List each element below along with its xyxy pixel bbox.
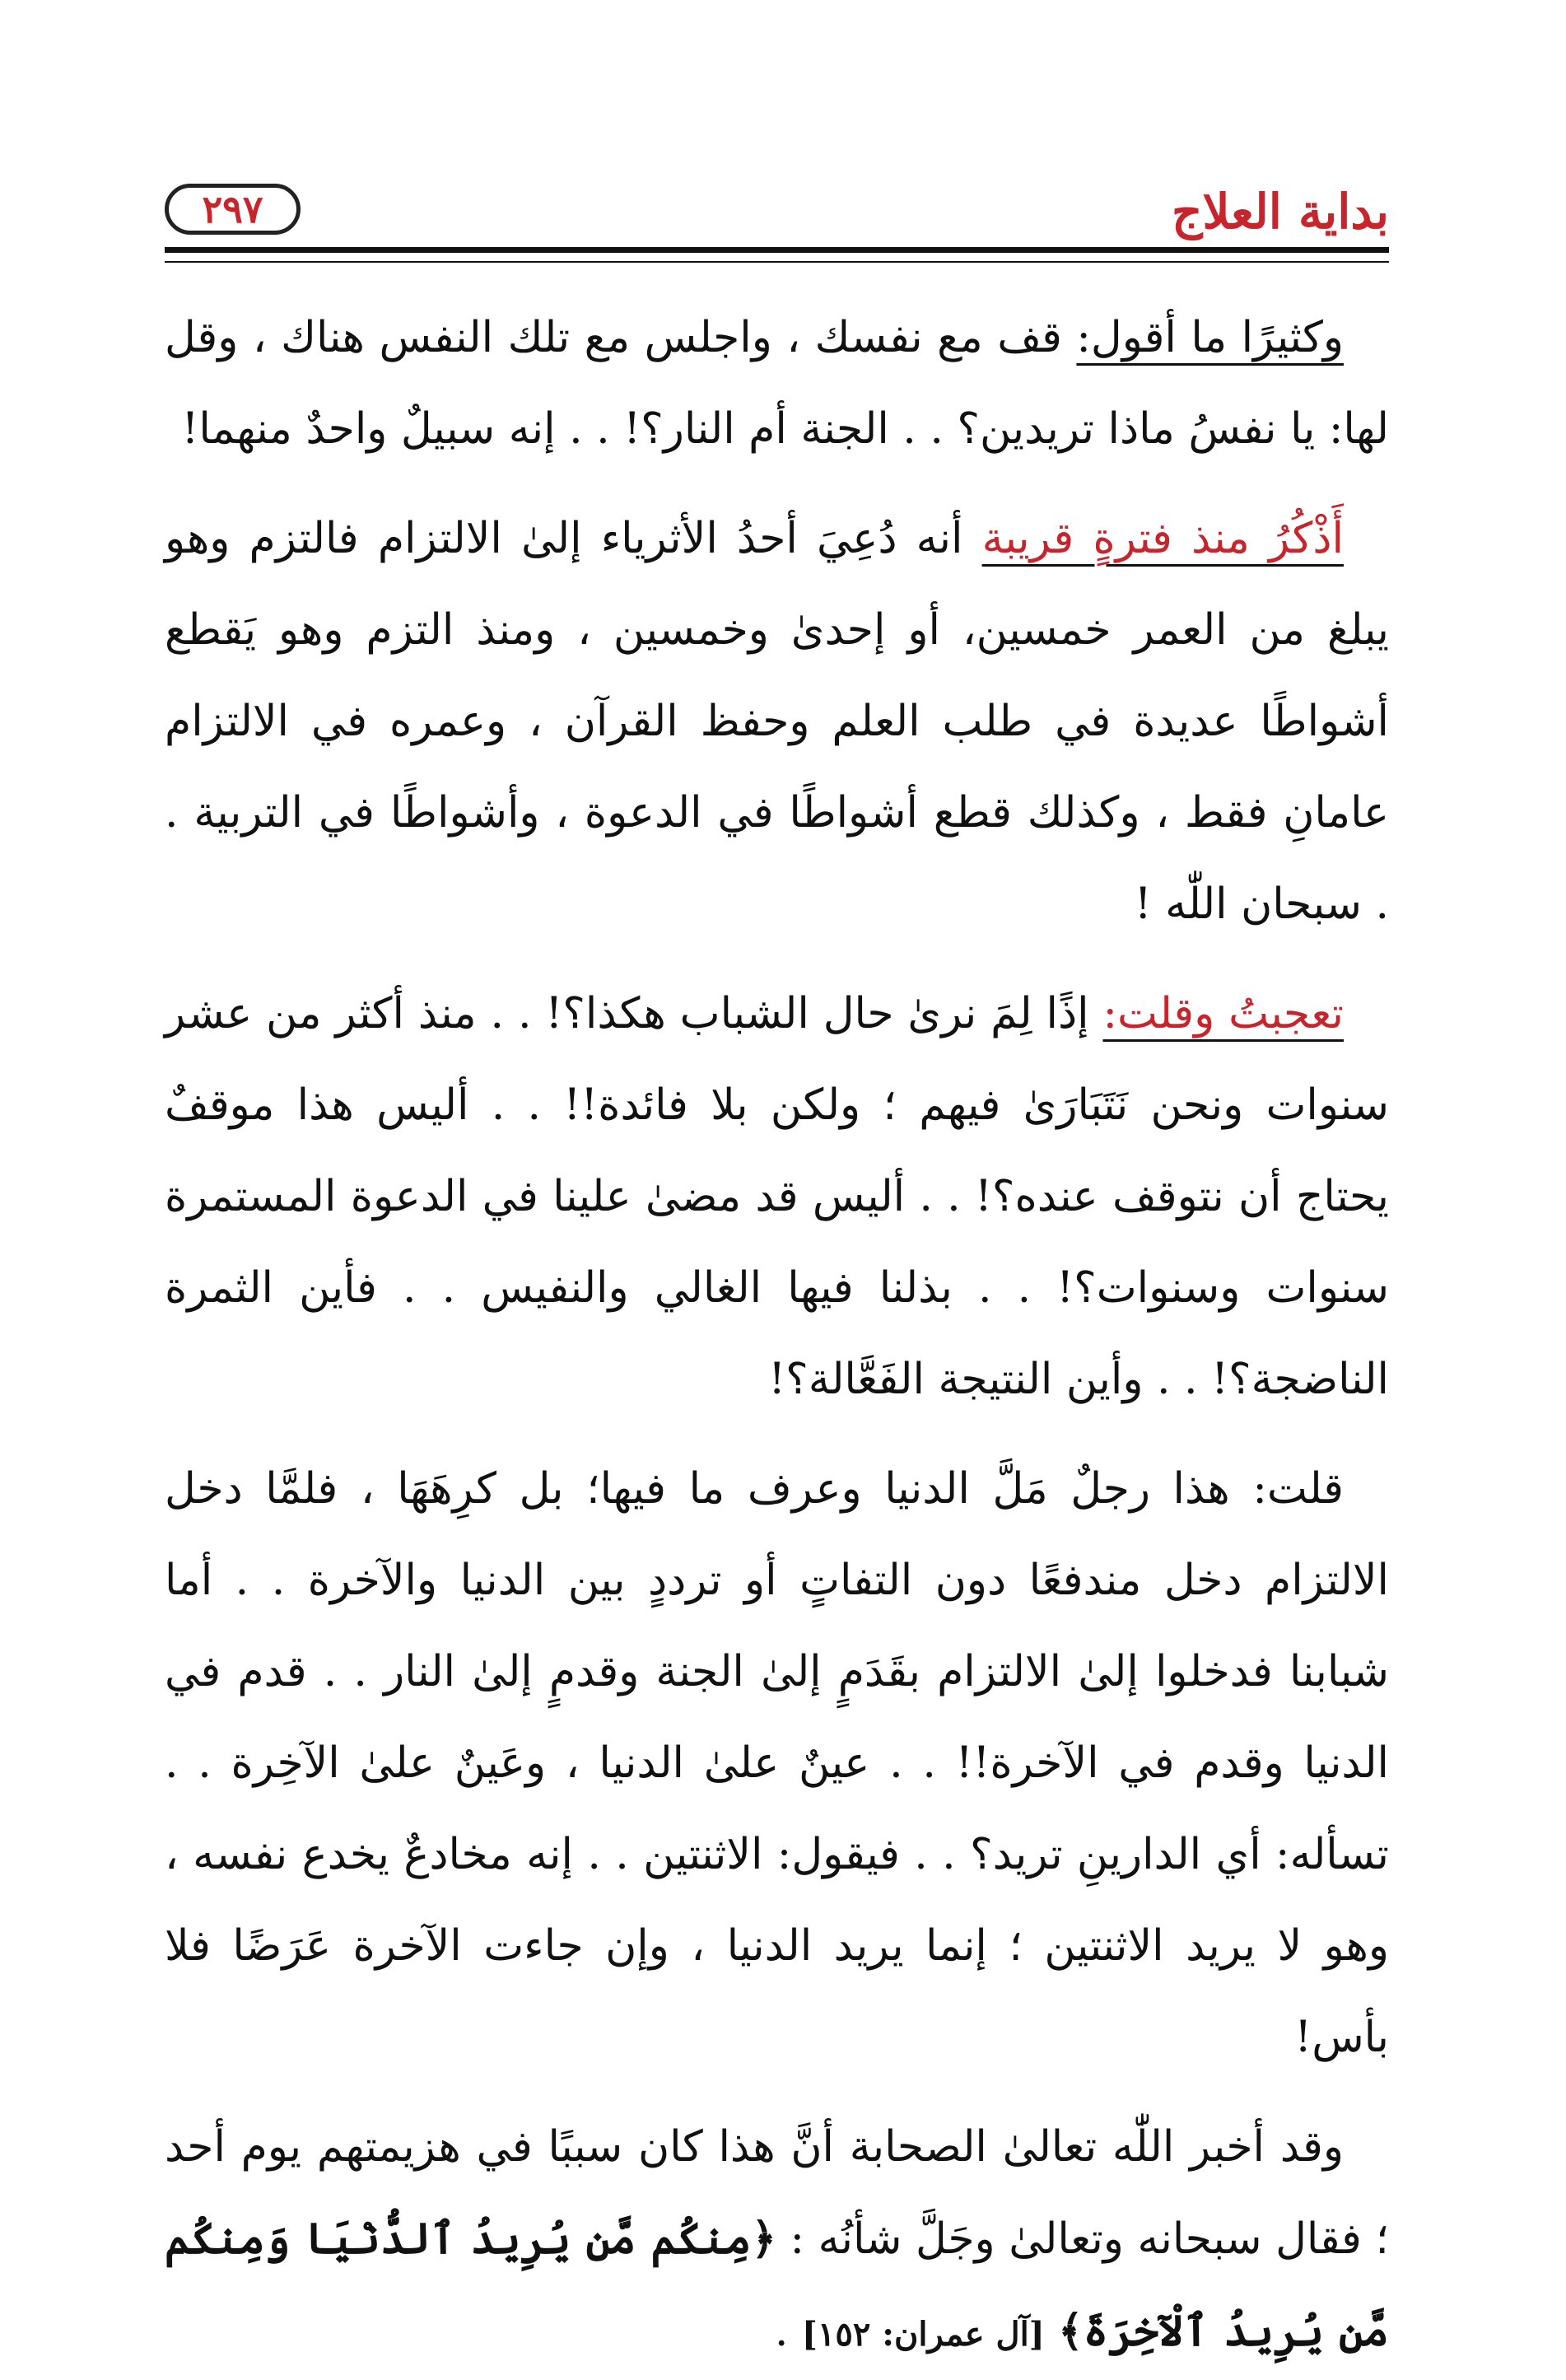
- paragraph-lead: أَذْكُرُ منذ فترةٍ قريبة: [981, 514, 1344, 563]
- quran-verse: ﴿مِنكُم مَّن يُرِيدُ ٱلدُّنْيَا وَمِنكُم مَّن يُرِيدُ ٱلْآخِرَةَ﴾: [165, 2214, 1389, 2356]
- paragraph-text: قف مع نفسك ، واجلس مع تلك النفس هناك ، وقل لها: يا نفسُ ماذا تريدين؟ . . الجنة أم النار؟! . . إنه سبيلٌ واحدٌ منهما!: [165, 313, 1389, 454]
- paragraph-text: إذًا لِمَ نرىٰ حال الشباب هكذا؟! . . منذ أكثر من عشر سنوات ونحن نَتَبَارَىٰ فيهم ؛ ولكن بلا فائدة!! . . أليس هذا موقفٌ يحتاج أن نتوقف عنده؟! . . أليس قد مضىٰ علينا في الدعوة المستمرة سنوات وسنوات؟! . . بذلنا فيها الغالي والنفيس . . فأين الثمرة الناضجة؟! . . وأين النتيجة الفَعَّالة؟!: [165, 989, 1389, 1404]
- paragraph-end: .: [774, 2307, 802, 2356]
- paragraph-text: وقد أخبر اللّٰه تعالىٰ الصحابة أنَّ هذا كان سببًا في هزيمتهم يوم أحد ؛ فقال سبحانه وتعالىٰ وجَلَّ شأنُه :: [165, 2122, 1389, 2264]
- header-rule-thin: [165, 261, 1389, 263]
- page-body: [165, 292, 1389, 2380]
- paragraph-1: [165, 292, 1389, 475]
- page-header: [165, 169, 1389, 259]
- paragraph-lead: تعجبتُ وقلت:: [1102, 989, 1345, 1038]
- paragraph-text: قلت: هذا رجلٌ مَلَّ الدنيا وعرف ما فيها؛ بل كرِهَهَا ، فلمَّا دخل الالتزام دخل مندفعًا دون التفاتٍ أو ترددٍ بين الدنيا والآخرة . . أما شبابنا فدخلوا إلىٰ الالتزام بقَدَمٍ إلىٰ الجنة وقدمٍ إلىٰ النار . . قدم في الدنيا وقدم في الآخرة!! . . عينٌ علىٰ الدنيا ، وعَينٌ علىٰ الآخِرة . . تسأله: أي الدارينِ تريد؟ . . فيقول: الاثنتين . . إنه مخادعٌ يخدع نفسه ، وهو لا يريد الاثنتين ؛ إنما يريد الدنيا ، وإن جاءت الآخرة عَرَضًا فلا بأس!: [165, 1464, 1390, 2062]
- paragraph-text: أنه دُعِيَ أحدُ الأثرياء إلىٰ الالتزام فالتزم وهو يبلغ من العمر خمسين، أو إحدىٰ وخمسين ، ومنذ التزم وهو يَقطع أشواطًا عديدة في طلب العلم وحفظ القرآن ، وعمره في الالتزام عامانِ فقط ، وكذلك قطع أشواطًا في الدعوة ، وأشواطًا في التربية . . سبحان اللّٰه !: [165, 514, 1389, 929]
- paragraph-3: [165, 968, 1389, 1426]
- paragraph-4: [165, 1444, 1389, 2084]
- paragraph-lead: وكثيرًا ما أقول:: [1076, 313, 1344, 362]
- chapter-title: بداية العلاج: [1172, 184, 1389, 240]
- paragraph-2: [165, 493, 1389, 950]
- page-number: ٢٩٧: [165, 184, 301, 235]
- verse-reference: [آل عمران: ١٥٢]: [801, 2315, 1045, 2354]
- header-rule-thick: [165, 247, 1389, 253]
- paragraph-5: [165, 2102, 1389, 2380]
